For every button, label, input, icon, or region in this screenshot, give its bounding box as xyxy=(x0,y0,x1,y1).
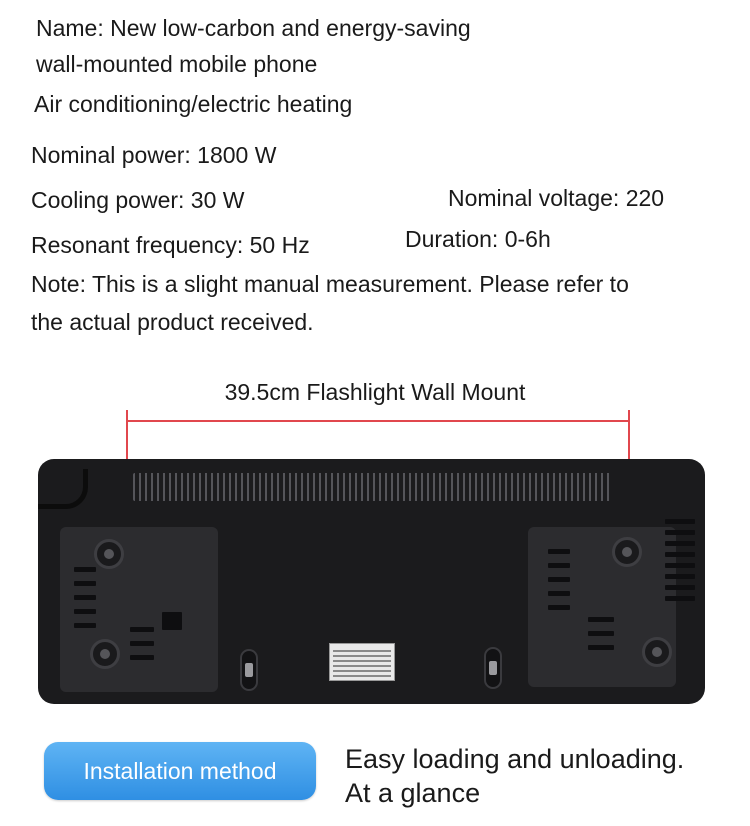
mount-knob-bottom-right xyxy=(642,637,672,667)
mount-slot-right xyxy=(484,647,502,689)
resonant-frequency: Resonant frequency: 50 Hz xyxy=(31,232,310,258)
heater-back-image xyxy=(38,459,705,704)
installation-method-button[interactable]: Installation method xyxy=(44,742,316,800)
power-cord xyxy=(38,469,88,509)
dimension-line xyxy=(127,420,630,422)
mount-slot-left xyxy=(240,649,258,691)
nominal-voltage: Nominal voltage: 220 xyxy=(448,185,665,211)
mount-knob-bottom-left xyxy=(90,639,120,669)
install-caption-line2: At a glance xyxy=(345,778,481,808)
note-line2: the actual product received. xyxy=(31,309,314,335)
note-line1: Note: This is a slight manual measurement. Please refer to xyxy=(31,271,629,297)
mount-knob-top-right xyxy=(612,537,642,567)
cooling-power: Cooling power: 30 W xyxy=(31,187,245,213)
install-caption xyxy=(345,742,684,810)
mount-knob-top-left xyxy=(94,539,124,569)
rating-label xyxy=(329,643,395,681)
product-name-line1: Name: New low-carbon and energy-saving xyxy=(36,15,471,41)
product-name-line3: Air conditioning/electric heating xyxy=(34,91,353,117)
top-vent-grille xyxy=(133,473,611,501)
install-caption-line1: Easy loading and unloading. xyxy=(345,744,685,774)
dimension-label: 39.5cm Flashlight Wall Mount xyxy=(224,379,526,405)
nominal-power: Nominal power: 1800 W xyxy=(31,142,277,168)
side-vents xyxy=(665,519,695,607)
left-mount-panel xyxy=(60,527,218,692)
duration: Duration: 0-6h xyxy=(405,226,551,252)
product-name-line2: wall-mounted mobile phone xyxy=(36,51,318,77)
